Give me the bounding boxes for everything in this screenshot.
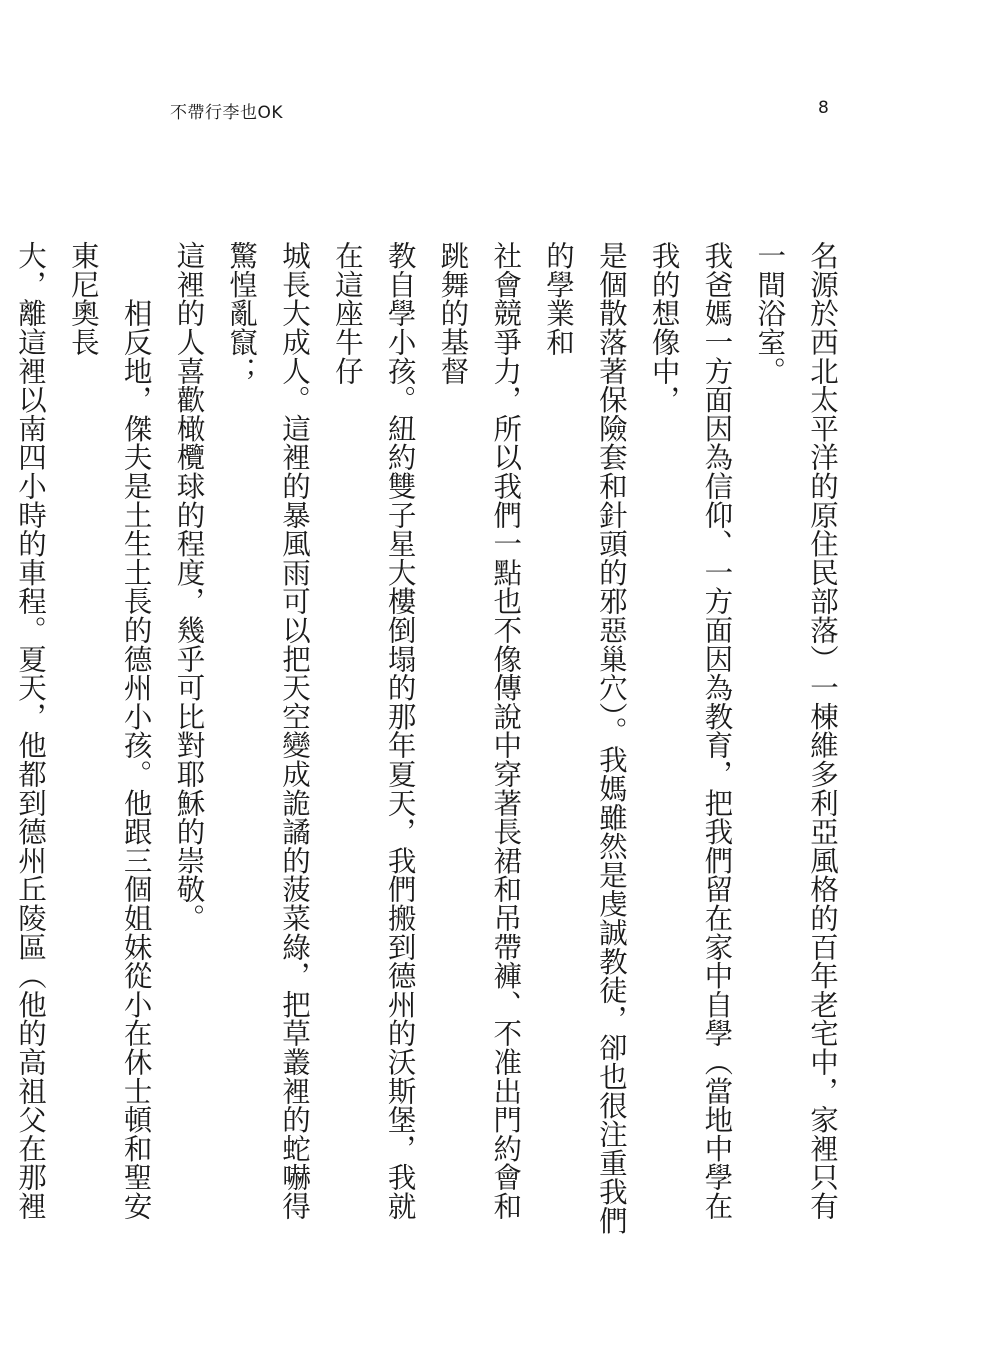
text-column-3: 是個散落著保險套和針頭的邪惡巢穴）。我媽雖然是虔誠教徒，卻也很注重我們的學業和: [542, 241, 628, 1235]
text-column-5: 教自學小孩。紐約雙子星大樓倒塌的那年夏天，我們搬到德州的沃斯堡，我就在這座牛仔: [330, 241, 417, 1221]
vertical-body-text: [0, 241, 848, 1241]
text-column-1: 名源於西北太平洋的原住民部落）一棟維多利亞風格的百年老宅中，家裡只有一間浴室。: [753, 241, 839, 1221]
page-number: 8: [818, 98, 829, 118]
text-column-8: 相反地，傑夫是土生土長的德州小孩。他跟三個姐妹從小在休士頓和聖安東尼奧長: [66, 241, 153, 1221]
text-column-7: 這裡的人喜歡橄欖球的程度，幾乎可比對耶穌的崇敬。: [172, 241, 206, 933]
text-column-2: 我爸媽一方面因為信仰、一方面因為教育，把我們留在家中自學（當地中學在我的想像中，: [647, 241, 734, 1221]
text-column-4: 社會競爭力，所以我們一點也不像傳說中穿著長裙和吊帶褲、不准出門約會和跳舞的基督: [436, 241, 523, 1221]
text-column-9: 大，離這裡以南四小時的車程。夏天，他都到德州丘陵區（他的高祖父在那裡: [14, 241, 48, 1221]
book-title-header: 不帶行李也OK: [170, 103, 284, 123]
text-column-6: 城長大成人。這裡的暴風雨可以把天空變成詭譎的菠菜綠，把草叢裡的蛇嚇得驚惶亂竄；: [225, 241, 312, 1221]
